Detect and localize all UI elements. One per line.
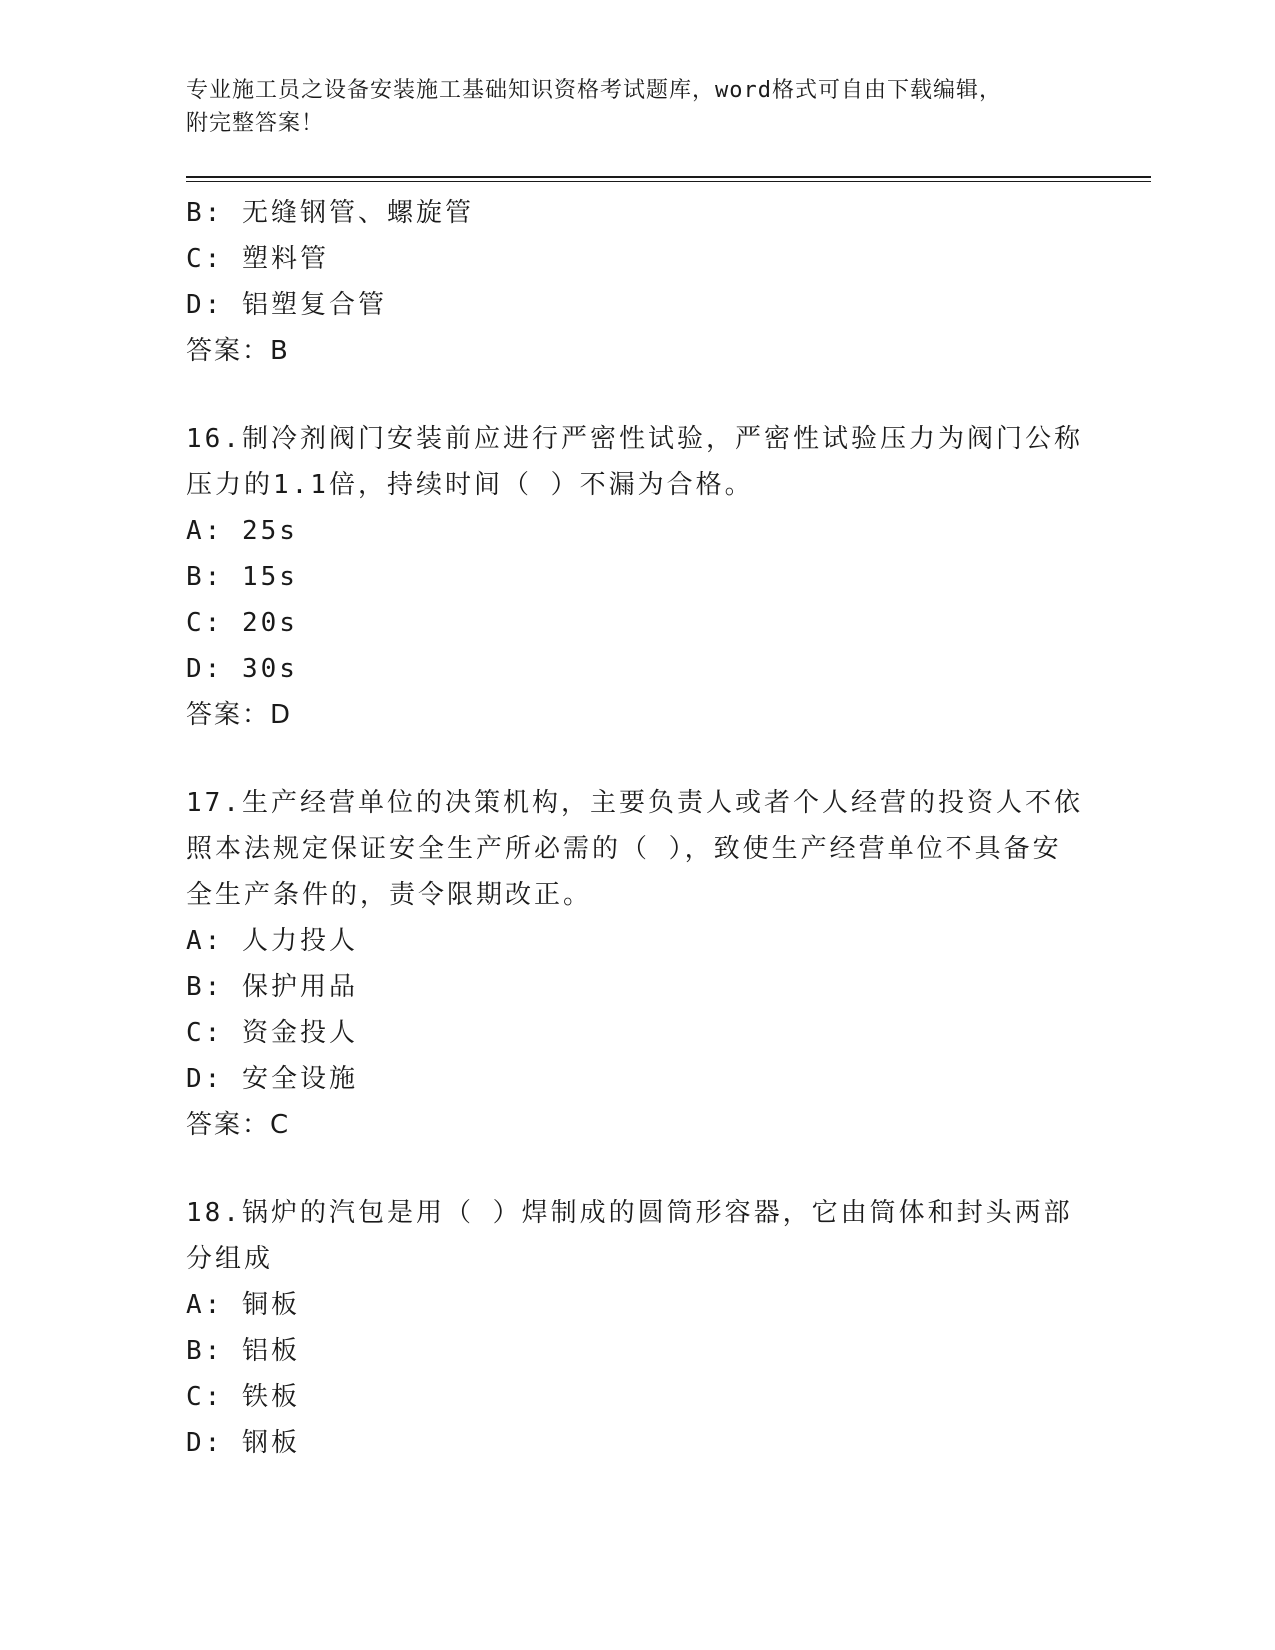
header-line-1: 专业施工员之设备安装施工基础知识资格考试题库，word格式可自由下载编辑， [186, 78, 1002, 103]
question-text-line: 分组成 [186, 1244, 274, 1274]
header-divider-thin [186, 181, 1151, 182]
question-list [186, 190, 1086, 1466]
question-text-line: 压力的1.1倍，持续时间（ ）不漏为合格。 [186, 470, 754, 500]
option-b: B: 15s [186, 562, 298, 592]
answer-line: 答案：B [186, 336, 290, 366]
option-c: C: 塑料管 [186, 244, 329, 274]
option-b: B: 无缝钢管、螺旋管 [186, 198, 474, 228]
option-b: B: 铝板 [186, 1336, 300, 1366]
option-c: C: 铁板 [186, 1382, 300, 1412]
option-d: D: 钢板 [186, 1428, 300, 1458]
option-c: C: 资金投人 [186, 1018, 358, 1048]
answer-line: 答案：C [186, 1110, 291, 1140]
option-a: A: 铜板 [186, 1290, 300, 1320]
question-15-continuation [186, 190, 1086, 374]
question-text-line: 照本法规定保证安全生产所必需的（ ），致使生产经营单位不具备安 [186, 834, 1062, 864]
option-d: D: 铝塑复合管 [186, 290, 387, 320]
question-text-line: 16.制冷剂阀门安装前应进行严密性试验，严密性试验压力为阀门公称 [186, 424, 1083, 454]
question-16 [186, 416, 1086, 738]
header-divider-thick [186, 176, 1151, 178]
question-text-line: 18.锅炉的汽包是用（ ）焊制成的圆筒形容器，它由筒体和封头两部 [186, 1198, 1073, 1228]
option-a: A: 25s [186, 516, 298, 546]
question-text-line: 17.生产经营单位的决策机构，主要负责人或者个人经营的投资人不依 [186, 788, 1083, 818]
option-d: D: 30s [186, 654, 298, 684]
option-d: D: 安全设施 [186, 1064, 358, 1094]
option-b: B: 保护用品 [186, 972, 358, 1002]
answer-line: 答案：D [186, 700, 293, 730]
document-header [186, 74, 1066, 140]
question-text-line: 全生产条件的，责令限期改正。 [186, 880, 593, 910]
option-a: A: 人力投人 [186, 926, 358, 956]
header-line-2: 附完整答案！ [186, 111, 325, 136]
question-17 [186, 780, 1086, 1148]
option-c: C: 20s [186, 608, 298, 638]
question-18 [186, 1190, 1086, 1466]
